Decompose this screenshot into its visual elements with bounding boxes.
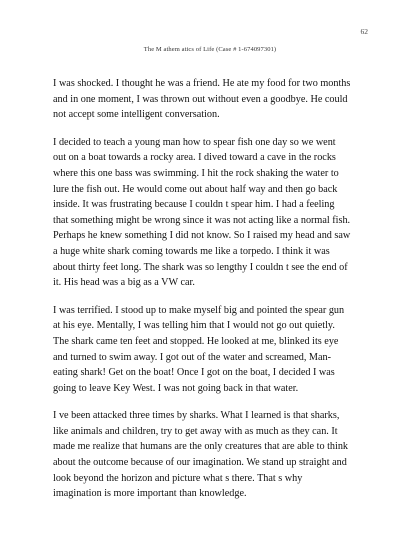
body-text — [53, 76, 375, 514]
paragraph-3: I was terrified. I stood up to make myself big and pointed the spear gun at his eye. Mentally, I was telling him that I would not go out quietly. The shark came ten feet and stopped. He looked at me, blinked its eye and turned to swim away. I got out of the water and screamed, Man- eating shark! Get on the boat! Once I got on the boat, I decided I was going to leave Key West. I was not going back in that water. — [53, 304, 345, 394]
paragraph-1: I was shocked. I thought he was a friend. He ate my food for two months and in one moment, I was thrown out without even a goodbye. He could not accept some intelligent conversation. — [53, 78, 351, 121]
running-header: The M athem atics of Life (Case # 1-674097301) — [143, 46, 277, 53]
paragraph-4: I ve been attacked three times by sharks. What I learned is that sharks, like animals and children, try to get away with as much as they can. It made me realize that humans are the only creatures that are able to think about the outcome because of our imagination. We stand up straight and look beyond the horizon and picture what s there. That s why imagination is more important than knowledge. — [53, 410, 349, 500]
page-number: 62 — [360, 27, 368, 36]
paragraph-2: I decided to teach a young man how to spear fish one day so we went out on a boat towards a rocky area. I dived toward a cave in the rocks where this one bass was swimming. I hit the rock shaking the water to lure the fish out. He would come out about half way and then go back inside. It was frustrating because I couldn t spear him. I had a feeling that something might be wrong since it was not acting like a normal fish. Perhaps he knew something I did not know. So I raised my head and saw a huge white shark coming towards me like a torpedo. I think it was about thirty feet long. The shark was so lengthy I couldn t see the end of it. His head was a big as a VW car. — [53, 136, 351, 289]
